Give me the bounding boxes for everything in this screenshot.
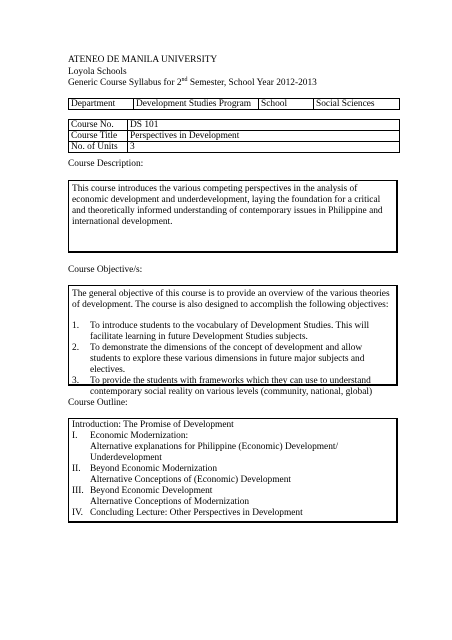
outline-line <box>72 486 393 497</box>
outline-numeral: IV. <box>72 508 84 518</box>
outline-numeral: II. <box>72 464 81 474</box>
objective-number: 3. <box>72 376 80 386</box>
outline-line <box>72 497 393 508</box>
outline-line <box>72 442 393 453</box>
syllabus-title <box>68 78 317 90</box>
objective-text: To demonstrate the dimensions of the concept of development and allow students to explore these various dimensions in future major subjects and electives. <box>90 343 365 375</box>
outline-line <box>72 508 393 519</box>
department-label: Department <box>69 99 134 110</box>
objective-item <box>72 343 393 376</box>
objective-item <box>72 376 393 398</box>
outline-numeral <box>72 497 90 508</box>
objective-text: To introduce students to the vocabulary of Development Studies. This will facilitate learning in future Development Studies subjects. <box>90 321 370 342</box>
outline-numeral <box>72 475 90 486</box>
objective-item <box>72 321 393 343</box>
objective-text: To provide the students with frameworks which they can use to understand contemporary social reality on various levels (community, national, global) <box>90 376 373 397</box>
outline-numeral <box>72 453 90 464</box>
description-text: This course introduces the various competing perspectives in the analysis of economic development and underdevelopment, laying the foundation for a critical and theoretically informed understanding of contemporary issues in Philippine and international development. <box>72 184 383 227</box>
outline-box <box>68 418 398 523</box>
outline-numeral <box>72 442 90 453</box>
course-no-value: DS 101 <box>128 120 400 131</box>
units-value: 3 <box>128 142 400 153</box>
course-info-table <box>68 119 400 153</box>
outline-line <box>72 431 393 442</box>
objectives-list <box>72 321 393 398</box>
description-box <box>68 180 398 253</box>
department-table <box>68 98 400 110</box>
outline-text: Alternative explanations for Philippine (Economic) Development/ <box>90 442 339 452</box>
course-title-value: Perspectives in Development <box>128 131 400 142</box>
syllabus-suffix: Semester, School Year 2012-2013 <box>187 78 317 88</box>
outline-line <box>72 464 393 475</box>
outline-text: Beyond Economic Development <box>90 486 213 496</box>
department-value: Development Studies Program <box>134 99 259 110</box>
outline-numeral: I. <box>72 431 78 441</box>
outline-text: Beyond Economic Modernization <box>90 464 218 474</box>
outline-text: Introduction: The Promise of Development <box>72 420 234 430</box>
objective-number: 2. <box>72 343 80 353</box>
school-value: Social Sciences <box>314 99 400 110</box>
objectives-intro: The general objective of this course is to provide an overview of the various theories of development. The course is also designed to accomplish the following objectives: <box>72 289 390 310</box>
objectives-box <box>68 285 398 397</box>
objective-number: 1. <box>72 321 80 331</box>
school-name: Loyola Schools <box>68 66 127 77</box>
document-header <box>68 55 317 90</box>
outline-line <box>72 453 393 464</box>
outline-text: Economic Modernization: <box>90 431 189 441</box>
outline-line <box>72 475 393 486</box>
school-label: School <box>259 99 314 110</box>
outline-heading: Course Outline: <box>68 398 128 408</box>
syllabus-ordinal: nd <box>181 77 188 83</box>
outline-text: Underdevelopment <box>90 453 162 463</box>
syllabus-prefix: Generic Course Syllabus for 2 <box>68 78 182 88</box>
units-label: No. of Units <box>69 142 128 153</box>
description-heading: Course Description: <box>68 159 144 169</box>
outline-text: Alternative Conceptions of (Economic) Development <box>90 475 291 485</box>
course-no-label: Course No. <box>69 120 128 131</box>
outline-text: Alternative Conceptions of Modernization <box>90 497 250 507</box>
course-title-label: Course Title <box>69 131 128 142</box>
outline-text: Concluding Lecture: Other Perspectives in Development <box>90 508 303 518</box>
university-name: ATENEO DE MANILA UNIVERSITY <box>68 55 218 65</box>
outline-numeral: III. <box>72 486 84 496</box>
objectives-heading: Course Objective/s: <box>68 265 143 275</box>
outline-line <box>72 420 393 431</box>
